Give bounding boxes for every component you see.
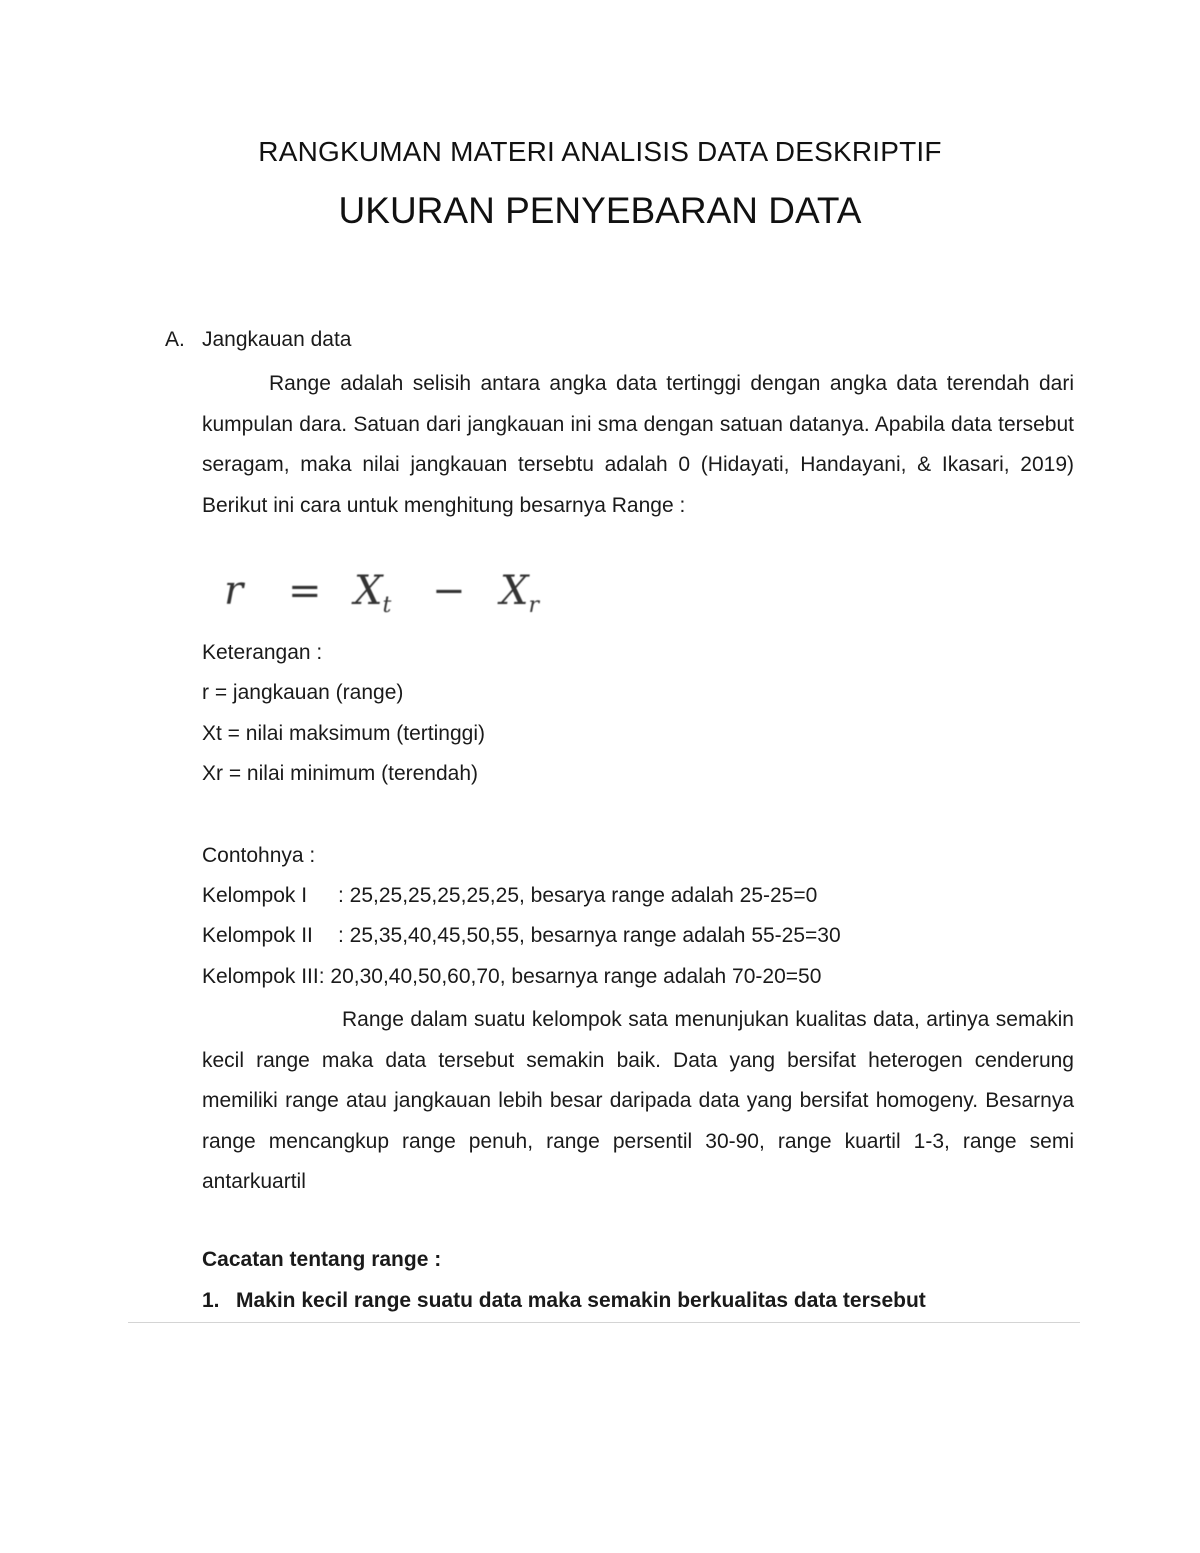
formula-minus: − [432, 568, 466, 614]
group-values: : 20,30,40,50,60,70, besarnya range adalah 70-20=50 [318, 965, 822, 988]
note-item [202, 1289, 926, 1313]
keterangan-item: Xr = nilai minimum (terendah) [202, 762, 479, 785]
section-marker: A. [165, 328, 185, 351]
formula-equals: = [288, 568, 322, 614]
formula-term-max-sub: t [382, 593, 392, 618]
group-values: : 25,25,25,25,25,25, besarya range adalah 25-25=0 [338, 884, 818, 907]
keterangan-item: Xt = nilai maksimum (tertinggi) [202, 722, 485, 745]
notes-heading: Cacatan tentang range : [202, 1248, 442, 1271]
section-heading-text: Jangkauan data [202, 328, 352, 351]
group-name: Kelompok I [202, 884, 308, 907]
document-title: RANGKUMAN MATERI ANALISIS DATA DESKRIPTIF [258, 136, 942, 167]
formula-term-min [500, 568, 539, 618]
formula-term-max [354, 568, 391, 618]
formula-term-max-base: X [354, 568, 383, 614]
example-group-row [202, 884, 817, 908]
group-name: Kelompok III [202, 965, 319, 988]
range-definition-paragraph: Range adalah selisih antara angka data tertinggi dengan angka data terendah dari kumpulan dara. Satuan dari jangkauan ini sma dengan satuan datanya. Apabila data tersebut seragam, maka nilai jangkauan tersebtu adalah 0 (Hidayati, Handayani, & Ikasari, 2019) Berikut ini cara untuk menghitung besarnya Range : [202, 372, 1074, 517]
formula-lhs: r [224, 568, 244, 614]
group-name: Kelompok II [202, 924, 313, 947]
range-formula [218, 568, 578, 628]
page-divider [128, 1322, 1080, 1323]
note-text: Makin kecil range suatu data maka semakin berkualitas data tersebut [236, 1289, 926, 1312]
note-number: 1. [202, 1289, 220, 1312]
document-subtitle: UKURAN PENYEBARAN DATA [338, 190, 862, 231]
range-quality-paragraph: Range dalam suatu kelompok sata menunjukan kualitas data, artinya semakin kecil range maka data tersebut semakin baik. Data yang bersifat heterogen cenderung memiliki range atau jangkauan lebih besar daripada data yang bersifat homogeny. Besarnya range mencangkup range penuh, range persentil 30-90, range kuartil 1-3, range semi antarkuartil [202, 1008, 1074, 1193]
example-group-row [202, 924, 841, 948]
keterangan-item: r = jangkauan (range) [202, 681, 404, 704]
keterangan-label: Keterangan : [202, 641, 323, 664]
formula-term-min-sub: r [528, 593, 540, 618]
section-heading [165, 328, 351, 352]
contoh-label: Contohnya : [202, 844, 316, 867]
group-values: : 25,35,40,45,50,55, besarnya range adalah 55-25=30 [338, 924, 841, 947]
example-group-row [202, 965, 821, 989]
formula-term-min-base: X [500, 568, 529, 614]
